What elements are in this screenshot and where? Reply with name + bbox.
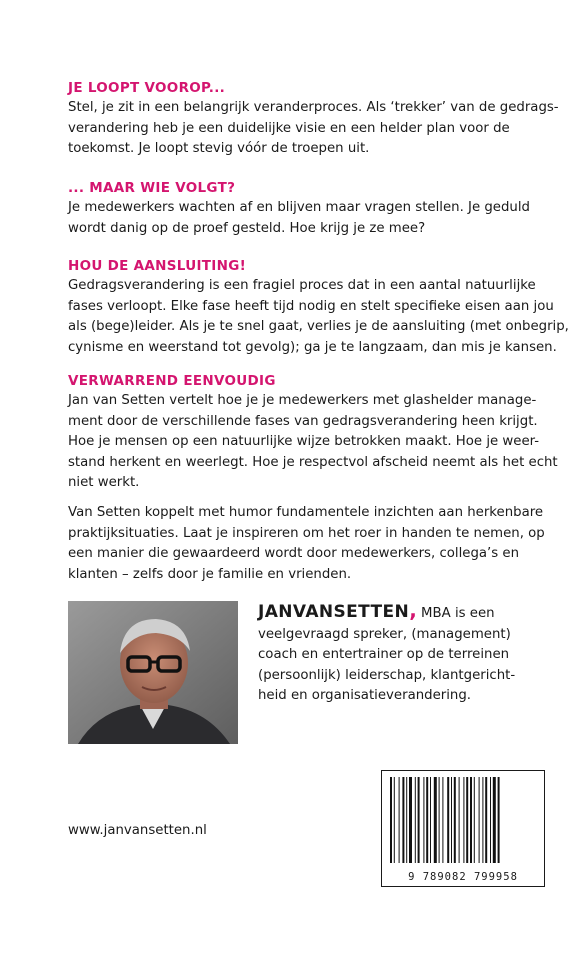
section-body <box>68 198 530 239</box>
section-body <box>68 98 559 160</box>
section-heading: ... MAAR WIE VOLGT? <box>68 180 236 196</box>
barcode-bar <box>415 777 416 863</box>
text-line: een manier die gewaardeerd wordt door medewerkers, collega’s en <box>68 546 520 561</box>
author-name-last: VANSETTEN <box>292 602 410 622</box>
barcode-bar <box>482 777 483 863</box>
section-body <box>68 276 569 358</box>
text-line: niet werkt. <box>68 475 140 490</box>
text-line: fases verloopt. Elke fase heeft tijd nodig en stelt specifieke eisen aan jou <box>68 298 554 314</box>
barcode-bar <box>426 777 428 863</box>
barcode-bar <box>430 777 431 863</box>
text-line: Stel, je zit in een belangrijk veranderproces. Als ‘trekker’ van de gedrags- <box>68 100 559 115</box>
barcode-bar <box>434 777 437 863</box>
barcode-bar <box>485 777 487 863</box>
section-verwarrend-eenvoudig <box>68 371 558 494</box>
barcode-bar <box>394 777 395 863</box>
author-name-first: JAN <box>258 602 293 622</box>
section-body <box>68 503 545 585</box>
bio-credentials: MBA is een <box>416 606 495 621</box>
barcode-bar <box>423 777 424 863</box>
text-line: stand herkent en weerlegt. Hoe je respectvol afscheid neemt als het echt <box>68 454 558 470</box>
barcode-bar <box>402 777 404 863</box>
text-line: Hoe je mensen op een natuurlijke wijze betrokken maakt. Hoe je weer- <box>68 434 540 449</box>
text-line: Je medewerkers wachten af en blijven maar vragen stellen. Je geduld <box>68 200 530 215</box>
barcode-bars <box>382 771 544 871</box>
barcode-bar <box>463 777 464 863</box>
barcode-bar <box>418 777 420 863</box>
bio-first-line <box>258 600 538 625</box>
section-je-loopt-voorop <box>68 78 559 160</box>
barcode-bar <box>498 777 500 863</box>
text-line: klanten – zelfs door je familie en vrienden. <box>68 566 352 582</box>
section-heading: HOU DE AANSLUITING! <box>68 258 247 274</box>
bio-text <box>258 600 538 707</box>
barcode-bar <box>399 777 400 863</box>
barcode-bar <box>493 777 496 863</box>
author-portrait-illustration <box>68 601 238 744</box>
section-body <box>68 391 558 494</box>
text-line: als (bege)leider. Als je te snel gaat, verlies je de aansluiting (met onbegrip, <box>68 319 569 334</box>
barcode-bar <box>442 777 443 863</box>
barcode-bar <box>409 777 412 863</box>
text-line: ment door de verschillende fases van gedragsverandering heen krijgt. <box>68 413 538 429</box>
author-bio <box>258 600 538 707</box>
text-line: toekomst. Je loopt stevig vóór de troepen uit. <box>68 141 370 156</box>
barcode-bar <box>490 777 491 863</box>
author-photo <box>68 601 238 744</box>
section-heading: JE LOOPT VOOROP... <box>68 80 226 96</box>
text-line: praktijksituaties. Laat je inspireren om het roer in handen te nemen, op <box>68 525 545 541</box>
barcode-bar <box>470 777 472 863</box>
isbn-number: 9 789082 799958 <box>408 871 518 883</box>
text-line: heid en organisatieverandering. <box>258 688 472 703</box>
section-heading: VERWARREND EENVOUDIG <box>68 373 276 389</box>
text-line: Jan van Setten vertelt hoe je je medewerkers met glashelder manage- <box>68 393 537 408</box>
barcode-bar <box>406 777 407 863</box>
barcode-bar <box>447 777 449 863</box>
website-url: www.janvansetten.nl <box>68 823 207 838</box>
barcode-bar <box>451 777 452 863</box>
isbn-barcode <box>381 770 545 887</box>
text-line: coach en entertrainer op de terreinen <box>258 647 510 662</box>
barcode-bar <box>474 777 475 863</box>
barcode-bar <box>466 777 468 863</box>
barcode-bar <box>390 777 392 863</box>
text-line: cynisme en weerstand tot gevolg); ga je te langzaam, dan mis je kansen. <box>68 339 557 355</box>
barcode-bar <box>454 777 456 863</box>
barcode-bar <box>439 777 440 863</box>
section-hou-de-aansluiting <box>68 256 569 358</box>
section-maar-wie-volgt <box>68 178 530 239</box>
text-line: Van Setten koppelt met humor fundamentele inzichten aan herkenbare <box>68 505 544 520</box>
text-line: verandering heb je een duidelijke visie en een helder plan voor de <box>68 120 510 136</box>
barcode-bar <box>459 777 460 863</box>
text-line: (persoonlijk) leiderschap, klantgericht- <box>258 667 516 683</box>
barcode-bar <box>479 777 480 863</box>
text-line: veelgevraagd spreker, (management) <box>258 626 511 642</box>
text-line: wordt danig op de proef gesteld. Hoe krijg je ze mee? <box>68 220 426 236</box>
text-line: Gedragsverandering is een fragiel proces dat in een aantal natuurlijke <box>68 278 536 293</box>
section-closing-paragraph <box>68 503 545 585</box>
author-name-comma: , <box>409 598 417 622</box>
